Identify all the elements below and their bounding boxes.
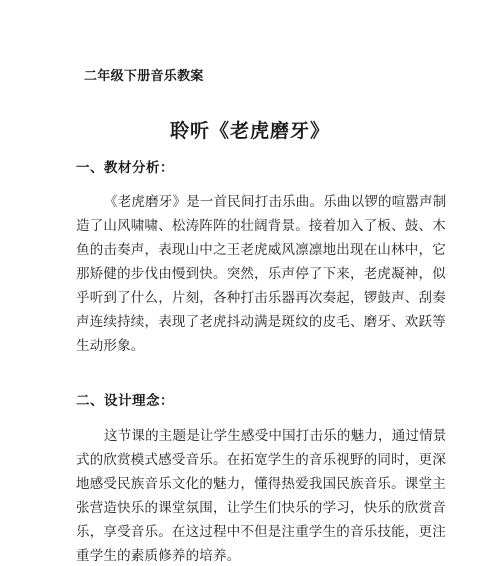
section-paragraph-design-concept [76, 424, 447, 566]
document-title: 聆听《老虎磨牙》 [169, 120, 330, 142]
paragraph-line: 鱼的击奏声，表现山中之王老虎威风凛凛地出现在山林中，它 [76, 242, 446, 258]
paragraph-line: 乎听到了什么，片刻，各种打击乐器再次奏起，锣鼓声、刮奏 [76, 290, 446, 306]
paragraph-line: 生动形象。 [76, 338, 145, 354]
section-paragraph-teaching-material [76, 190, 447, 358]
section-heading-design-concept: 二、设计理念： [76, 393, 174, 409]
paragraph-line: 张营造快乐的课堂氛围，让学生们快乐的学习，快乐的欣赏音 [76, 500, 446, 516]
paragraph-line: 声连续持续，表现了老虎抖动满是斑纹的皮毛、磨牙、欢跃等 [76, 314, 446, 330]
section-heading-teaching-material: 一、教材分析： [76, 160, 174, 176]
paragraph-line: 造了山风啸啸、松涛阵阵的壮阔背景。接着加入了板、鼓、木 [76, 218, 446, 234]
paragraph-line: 这节课的主题是让学生感受中国打击乐的魅力，通过情景 [104, 428, 447, 444]
paragraph-line: 《老虎磨牙》是一首民间打击乐曲。乐曲以锣的喧嚣声制 [104, 194, 447, 210]
document-header-label: 二年级下册音乐教案 [84, 69, 204, 84]
paragraph-line: 那矫健的步伐由慢到快。突然，乐声停了下来，老虎凝神，似 [76, 266, 446, 282]
paragraph-line: 式的欣赏模式感受音乐。在拓宽学生的音乐视野的同时，更深 [76, 452, 446, 468]
paragraph-line: 重学生的素质修养的培养。 [76, 548, 241, 564]
paragraph-line: 乐，享受音乐。在这过程中不但是注重学生的音乐技能，更注 [76, 524, 446, 540]
paragraph-line: 地感受民族音乐文化的魅力，懂得热爱我国民族音乐。课堂主 [76, 476, 446, 492]
